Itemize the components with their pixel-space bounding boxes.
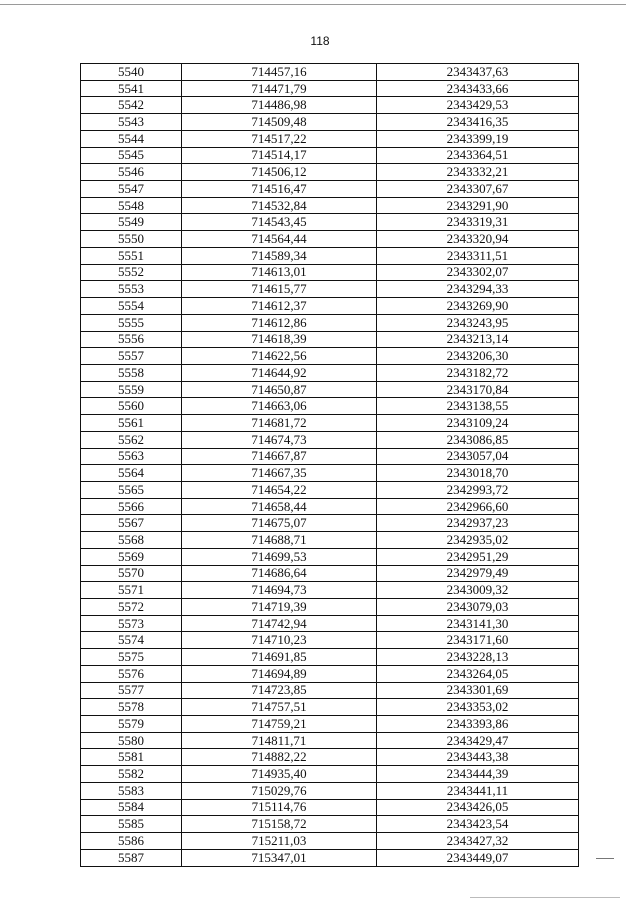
y-coordinate-cell: 2343206,30	[377, 348, 579, 365]
y-coordinate-cell: 2343138,55	[377, 398, 579, 415]
x-coordinate-cell: 714935,40	[182, 766, 377, 783]
x-coordinate-cell: 714699,53	[182, 548, 377, 565]
y-coordinate-cell: 2343228,13	[377, 649, 579, 666]
table-row	[81, 515, 579, 532]
point-number-cell: 5566	[81, 498, 182, 515]
y-coordinate-cell: 2342966,60	[377, 498, 579, 515]
table-row	[81, 231, 579, 248]
table-row	[81, 97, 579, 114]
point-number-cell: 5584	[81, 799, 182, 816]
y-coordinate-cell: 2343426,05	[377, 799, 579, 816]
point-number-cell: 5575	[81, 649, 182, 666]
x-coordinate-cell: 714532,84	[182, 197, 377, 214]
x-coordinate-cell: 714688,71	[182, 532, 377, 549]
point-number-cell: 5565	[81, 481, 182, 498]
table-row	[81, 331, 579, 348]
x-coordinate-cell: 714615,77	[182, 281, 377, 298]
table-row	[81, 381, 579, 398]
x-coordinate-cell: 714694,73	[182, 582, 377, 599]
y-coordinate-cell: 2343109,24	[377, 415, 579, 432]
x-coordinate-cell: 714658,44	[182, 498, 377, 515]
y-coordinate-cell: 2343429,53	[377, 97, 579, 114]
scan-artifact	[470, 897, 620, 898]
x-coordinate-cell: 714509,48	[182, 114, 377, 131]
table-row	[81, 298, 579, 315]
y-coordinate-cell: 2343332,21	[377, 164, 579, 181]
page-number: 118	[310, 34, 330, 48]
table-row	[81, 264, 579, 281]
x-coordinate-cell: 714674,73	[182, 431, 377, 448]
point-number-cell: 5567	[81, 515, 182, 532]
point-number-cell: 5554	[81, 298, 182, 315]
scan-artifact	[596, 858, 614, 859]
y-coordinate-cell: 2343437,63	[377, 64, 579, 81]
x-coordinate-cell: 714471,79	[182, 80, 377, 97]
point-number-cell: 5546	[81, 164, 182, 181]
y-coordinate-cell: 2343170,84	[377, 381, 579, 398]
y-coordinate-cell: 2343009,32	[377, 582, 579, 599]
x-coordinate-cell: 714723,85	[182, 682, 377, 699]
table-row	[81, 114, 579, 131]
point-number-cell: 5573	[81, 615, 182, 632]
x-coordinate-cell: 714644,92	[182, 364, 377, 381]
y-coordinate-cell: 2343269,90	[377, 298, 579, 315]
point-number-cell: 5550	[81, 231, 182, 248]
x-coordinate-cell: 714882,22	[182, 749, 377, 766]
x-coordinate-cell: 714516,47	[182, 181, 377, 198]
point-number-cell: 5564	[81, 465, 182, 482]
table-row	[81, 816, 579, 833]
y-coordinate-cell: 2343141,30	[377, 615, 579, 632]
table-row	[81, 532, 579, 549]
table-row	[81, 498, 579, 515]
y-coordinate-cell: 2343264,05	[377, 665, 579, 682]
point-number-cell: 5553	[81, 281, 182, 298]
y-coordinate-cell: 2343319,31	[377, 214, 579, 231]
x-coordinate-cell: 714710,23	[182, 632, 377, 649]
point-number-cell: 5585	[81, 816, 182, 833]
table-row	[81, 749, 579, 766]
table-row	[81, 147, 579, 164]
point-number-cell: 5576	[81, 665, 182, 682]
point-number-cell: 5579	[81, 716, 182, 733]
point-number-cell: 5572	[81, 599, 182, 616]
table-row	[81, 431, 579, 448]
y-coordinate-cell: 2343311,51	[377, 247, 579, 264]
x-coordinate-cell: 714612,37	[182, 298, 377, 315]
x-coordinate-cell: 714506,12	[182, 164, 377, 181]
x-coordinate-cell: 714811,71	[182, 732, 377, 749]
point-number-cell: 5549	[81, 214, 182, 231]
point-number-cell: 5551	[81, 247, 182, 264]
y-coordinate-cell: 2343423,54	[377, 816, 579, 833]
table-row	[81, 314, 579, 331]
point-number-cell: 5571	[81, 582, 182, 599]
y-coordinate-cell: 2343213,14	[377, 331, 579, 348]
table-row	[81, 716, 579, 733]
table-row	[81, 766, 579, 783]
table-row	[81, 247, 579, 264]
x-coordinate-cell: 714612,86	[182, 314, 377, 331]
table-row	[81, 415, 579, 432]
x-coordinate-cell: 714457,16	[182, 64, 377, 81]
point-number-cell: 5577	[81, 682, 182, 699]
x-coordinate-cell: 715029,76	[182, 782, 377, 799]
y-coordinate-cell: 2343427,32	[377, 833, 579, 850]
y-coordinate-cell: 2343301,69	[377, 682, 579, 699]
table-row	[81, 782, 579, 799]
y-coordinate-cell: 2342937,23	[377, 515, 579, 532]
y-coordinate-cell: 2343302,07	[377, 264, 579, 281]
y-coordinate-cell: 2343291,90	[377, 197, 579, 214]
table-row	[81, 849, 579, 866]
table-row	[81, 465, 579, 482]
x-coordinate-cell: 714663,06	[182, 398, 377, 415]
x-coordinate-cell: 714517,22	[182, 130, 377, 147]
point-number-cell: 5560	[81, 398, 182, 415]
y-coordinate-cell: 2343018,70	[377, 465, 579, 482]
x-coordinate-cell: 714686,64	[182, 565, 377, 582]
x-coordinate-cell: 714742,94	[182, 615, 377, 632]
y-coordinate-cell: 2343086,85	[377, 431, 579, 448]
y-coordinate-cell: 2343443,38	[377, 749, 579, 766]
y-coordinate-cell: 2343294,33	[377, 281, 579, 298]
y-coordinate-cell: 2343320,94	[377, 231, 579, 248]
point-number-cell: 5545	[81, 147, 182, 164]
table-row	[81, 833, 579, 850]
x-coordinate-cell: 714650,87	[182, 381, 377, 398]
y-coordinate-cell: 2342935,02	[377, 532, 579, 549]
y-coordinate-cell: 2343444,39	[377, 766, 579, 783]
point-number-cell: 5561	[81, 415, 182, 432]
table-row	[81, 214, 579, 231]
x-coordinate-cell: 714719,39	[182, 599, 377, 616]
y-coordinate-cell: 2343364,51	[377, 147, 579, 164]
x-coordinate-cell: 714667,87	[182, 448, 377, 465]
x-coordinate-cell: 714654,22	[182, 481, 377, 498]
table-row	[81, 732, 579, 749]
y-coordinate-cell: 2343393,86	[377, 716, 579, 733]
y-coordinate-cell: 2343243,95	[377, 314, 579, 331]
y-coordinate-cell: 2343307,67	[377, 181, 579, 198]
table-row	[81, 548, 579, 565]
point-number-cell: 5541	[81, 80, 182, 97]
table-row	[81, 398, 579, 415]
point-number-cell: 5543	[81, 114, 182, 131]
table-row	[81, 80, 579, 97]
x-coordinate-cell: 714589,34	[182, 247, 377, 264]
y-coordinate-cell: 2343353,02	[377, 699, 579, 716]
point-number-cell: 5582	[81, 766, 182, 783]
x-coordinate-cell: 715211,03	[182, 833, 377, 850]
y-coordinate-cell: 2343449,07	[377, 849, 579, 866]
point-number-cell: 5581	[81, 749, 182, 766]
y-coordinate-cell: 2342993,72	[377, 481, 579, 498]
table-row	[81, 565, 579, 582]
y-coordinate-cell: 2343429,47	[377, 732, 579, 749]
point-number-cell: 5580	[81, 732, 182, 749]
table-row	[81, 364, 579, 381]
point-number-cell: 5548	[81, 197, 182, 214]
point-number-cell: 5557	[81, 348, 182, 365]
table-row	[81, 665, 579, 682]
point-number-cell: 5583	[81, 782, 182, 799]
table-row	[81, 615, 579, 632]
x-coordinate-cell: 715114,76	[182, 799, 377, 816]
table-row	[81, 64, 579, 81]
x-coordinate-cell: 714618,39	[182, 331, 377, 348]
y-coordinate-cell: 2343441,11	[377, 782, 579, 799]
x-coordinate-cell: 715158,72	[182, 816, 377, 833]
point-number-cell: 5570	[81, 565, 182, 582]
point-number-cell: 5544	[81, 130, 182, 147]
x-coordinate-cell: 714622,56	[182, 348, 377, 365]
table-row	[81, 682, 579, 699]
y-coordinate-cell: 2342979,49	[377, 565, 579, 582]
x-coordinate-cell: 714667,35	[182, 465, 377, 482]
table-row	[81, 348, 579, 365]
point-number-cell: 5547	[81, 181, 182, 198]
table-row	[81, 448, 579, 465]
x-coordinate-cell: 714675,07	[182, 515, 377, 532]
point-number-cell: 5542	[81, 97, 182, 114]
x-coordinate-cell: 714514,17	[182, 147, 377, 164]
point-number-cell: 5563	[81, 448, 182, 465]
y-coordinate-cell: 2343057,04	[377, 448, 579, 465]
table-row	[81, 649, 579, 666]
x-coordinate-cell: 714543,45	[182, 214, 377, 231]
x-coordinate-cell: 714691,85	[182, 649, 377, 666]
table-row	[81, 699, 579, 716]
point-number-cell: 5555	[81, 314, 182, 331]
point-number-cell: 5586	[81, 833, 182, 850]
y-coordinate-cell: 2343182,72	[377, 364, 579, 381]
y-coordinate-cell: 2343399,19	[377, 130, 579, 147]
point-number-cell: 5574	[81, 632, 182, 649]
x-coordinate-cell: 714759,21	[182, 716, 377, 733]
table-row	[81, 632, 579, 649]
point-number-cell: 5556	[81, 331, 182, 348]
table-row	[81, 599, 579, 616]
y-coordinate-cell: 2342951,29	[377, 548, 579, 565]
table-row	[81, 181, 579, 198]
x-coordinate-cell: 715347,01	[182, 849, 377, 866]
coordinates-table-body	[81, 64, 579, 867]
coordinates-table	[80, 63, 579, 867]
point-number-cell: 5587	[81, 849, 182, 866]
x-coordinate-cell: 714681,72	[182, 415, 377, 432]
x-coordinate-cell: 714613,01	[182, 264, 377, 281]
table-row	[81, 130, 579, 147]
point-number-cell: 5540	[81, 64, 182, 81]
table-row	[81, 281, 579, 298]
point-number-cell: 5568	[81, 532, 182, 549]
y-coordinate-cell: 2343079,03	[377, 599, 579, 616]
point-number-cell: 5558	[81, 364, 182, 381]
table-row	[81, 582, 579, 599]
table-row	[81, 799, 579, 816]
point-number-cell: 5559	[81, 381, 182, 398]
x-coordinate-cell: 714694,89	[182, 665, 377, 682]
x-coordinate-cell: 714564,44	[182, 231, 377, 248]
x-coordinate-cell: 714757,51	[182, 699, 377, 716]
table-row	[81, 164, 579, 181]
table-row	[81, 197, 579, 214]
point-number-cell: 5569	[81, 548, 182, 565]
point-number-cell: 5552	[81, 264, 182, 281]
point-number-cell: 5578	[81, 699, 182, 716]
y-coordinate-cell: 2343433,66	[377, 80, 579, 97]
top-divider	[0, 4, 626, 5]
table-row	[81, 481, 579, 498]
y-coordinate-cell: 2343416,35	[377, 114, 579, 131]
y-coordinate-cell: 2343171,60	[377, 632, 579, 649]
x-coordinate-cell: 714486,98	[182, 97, 377, 114]
point-number-cell: 5562	[81, 431, 182, 448]
